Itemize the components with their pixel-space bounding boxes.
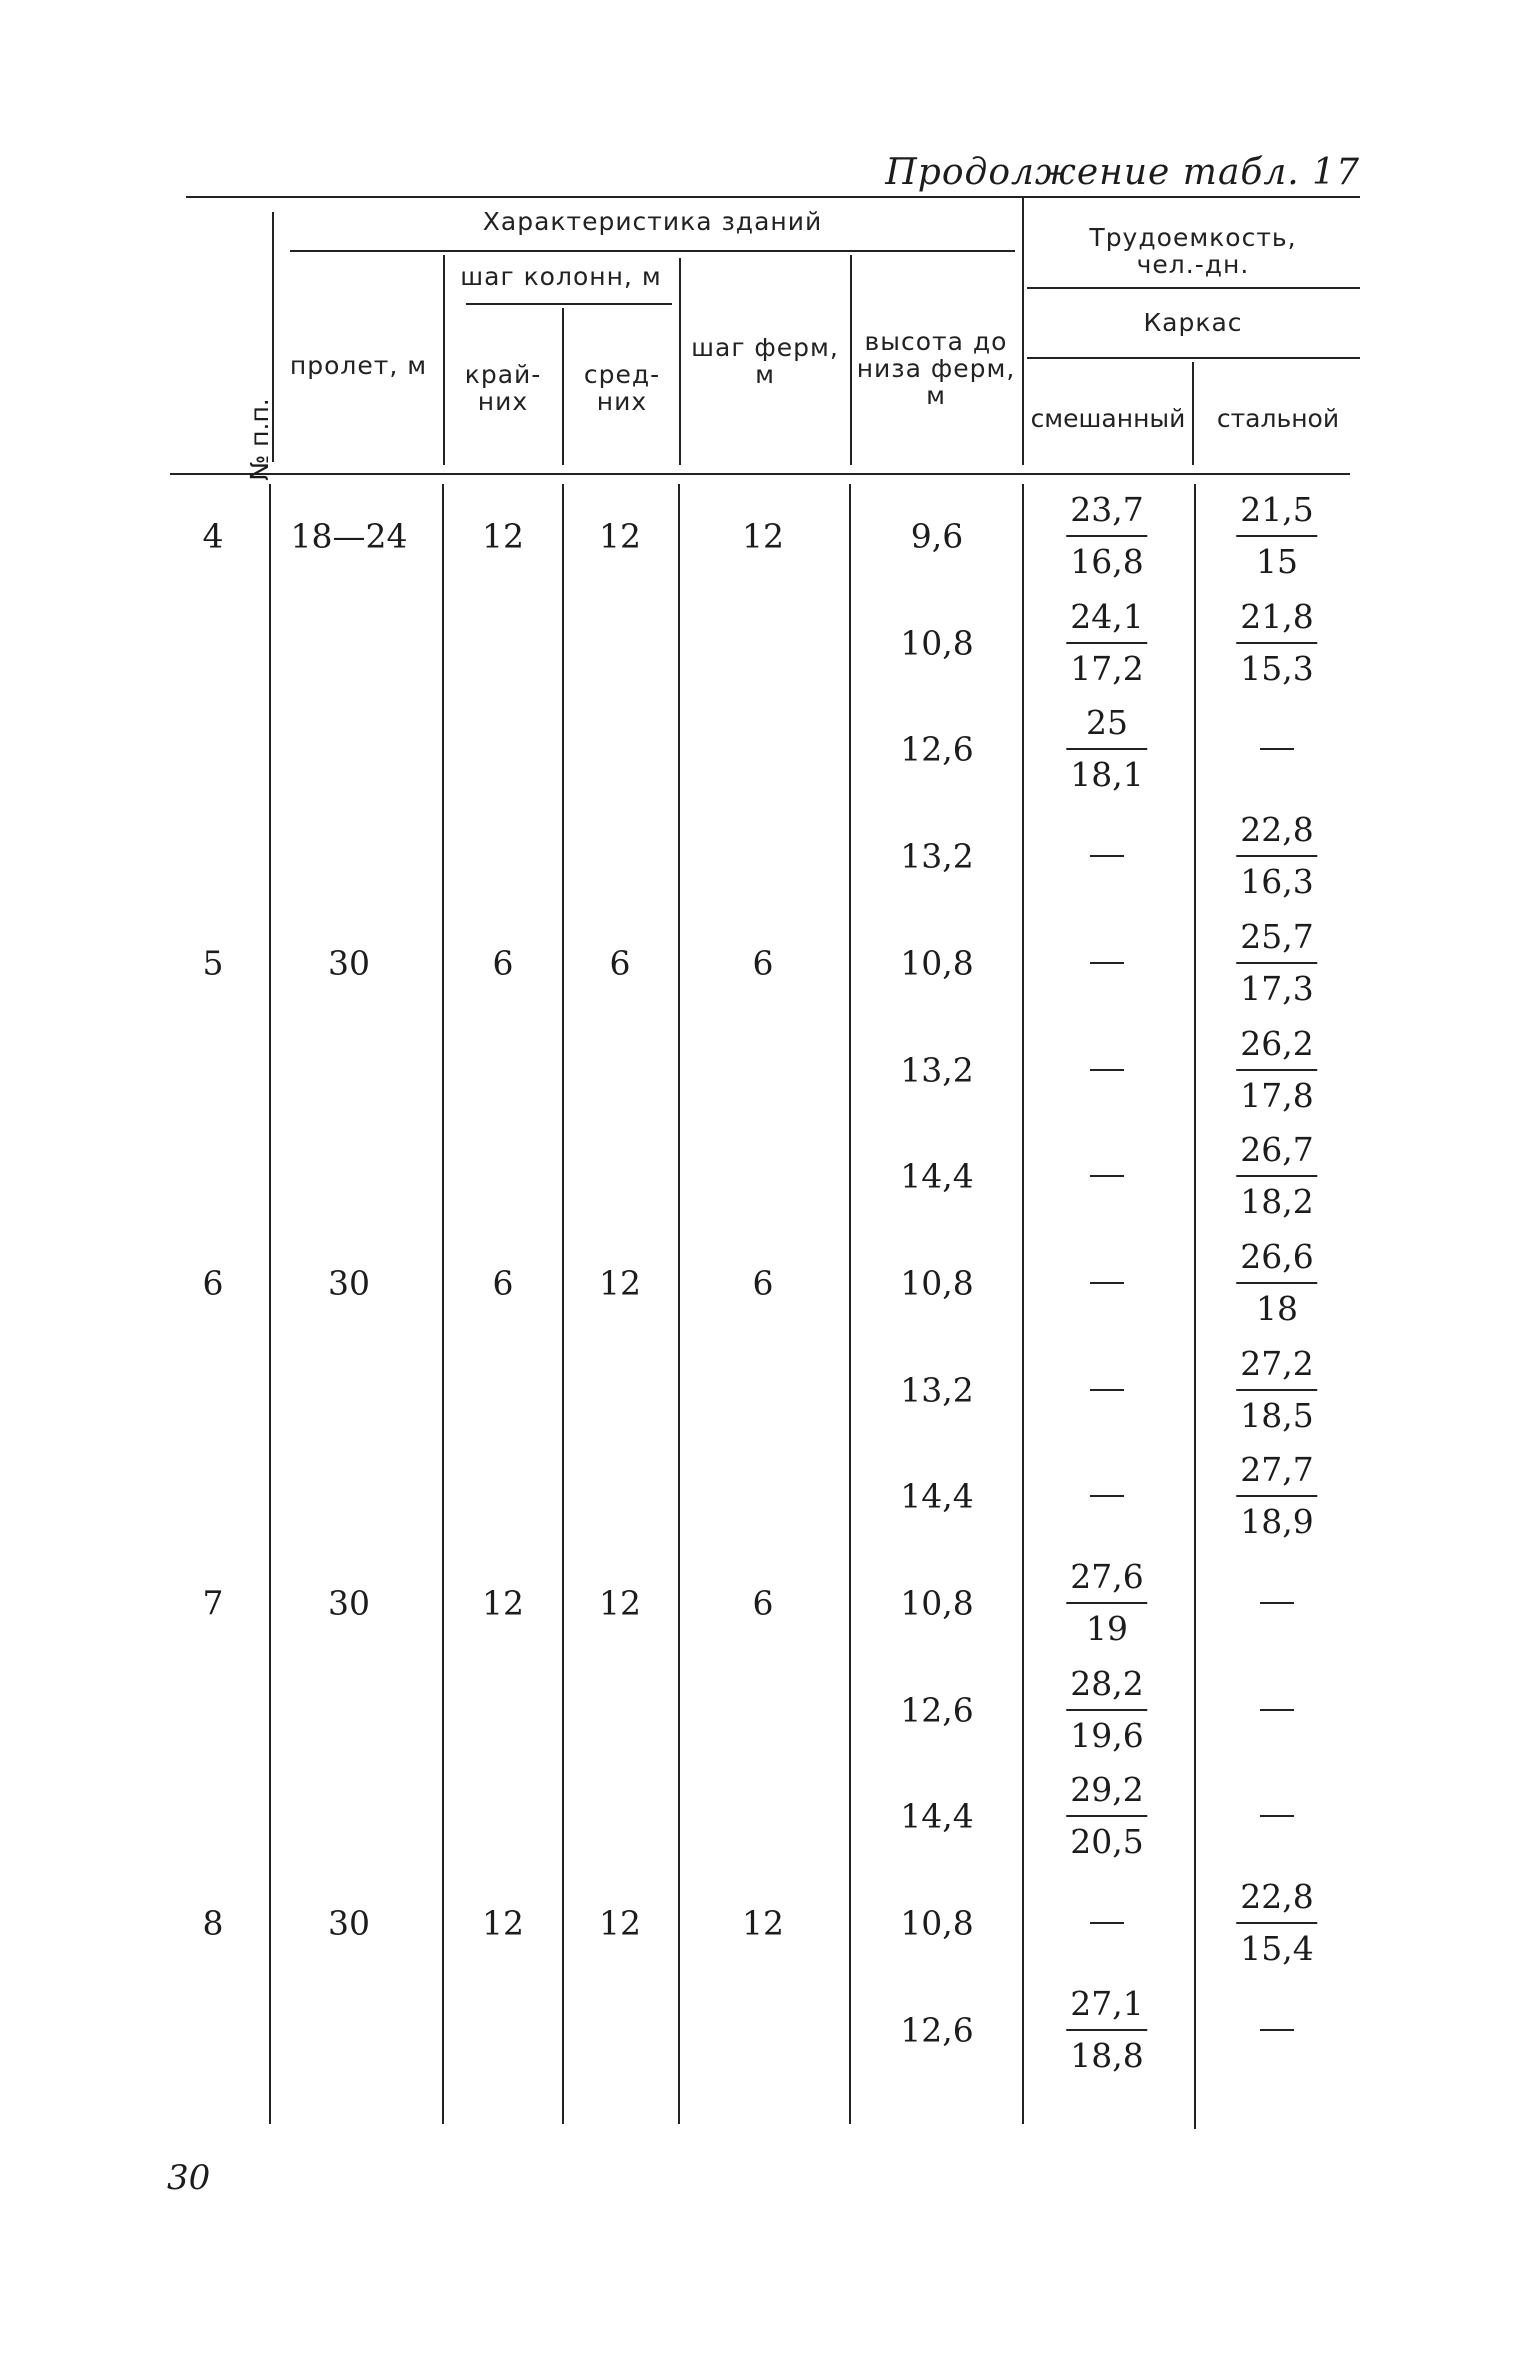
cell-mixed-fraction [1066, 592, 1147, 694]
labor-underline [1027, 287, 1360, 289]
header-middle: сред- них [583, 360, 661, 416]
column-divider [679, 258, 681, 465]
fraction-denominator: 18,8 [1070, 2035, 1144, 2075]
fraction-denominator: 18 [1255, 1288, 1298, 1328]
header-span: пролет, м [289, 351, 428, 380]
cell-mixed-empty-dash [1090, 1922, 1124, 1924]
cell-no: 5 [202, 943, 224, 983]
fraction-numerator: 28,2 [1066, 1659, 1147, 1711]
cell-outer: 12 [482, 1583, 524, 1623]
cell-middle: 12 [599, 516, 641, 556]
frame-underline [1027, 357, 1360, 359]
cell-height: 13,2 [900, 1050, 974, 1089]
fraction-numerator: 22,8 [1236, 805, 1317, 857]
fraction-numerator: 26,6 [1236, 1232, 1317, 1284]
cell-span: 30 [328, 1263, 370, 1303]
cell-mixed-empty-dash [1090, 1069, 1124, 1071]
cell-truss: 6 [752, 1583, 774, 1623]
cell-no: 7 [202, 1583, 224, 1623]
fraction-denominator: 18,9 [1240, 1502, 1314, 1542]
fraction-numerator: 27,2 [1236, 1339, 1317, 1391]
column-divider [849, 484, 851, 2124]
characteristics-underline [290, 250, 1015, 252]
cell-outer: 12 [482, 516, 524, 556]
fraction-denominator: 15,4 [1240, 1929, 1314, 1969]
cell-span: 30 [328, 1583, 370, 1623]
fraction-numerator: 27,1 [1066, 1979, 1147, 2031]
fraction-denominator: 19,6 [1070, 1715, 1144, 1755]
header-bottom-rule [170, 473, 1350, 475]
cell-height: 10,8 [900, 1263, 974, 1303]
column-divider [269, 484, 271, 2124]
cell-truss: 12 [742, 516, 784, 556]
cell-outer: 6 [492, 1263, 514, 1303]
column-divider [1022, 198, 1024, 465]
header-column-step: шаг колонн, м [460, 262, 662, 291]
cell-steel-empty-dash [1260, 1815, 1294, 1817]
header-frame: Каркас [1143, 308, 1243, 337]
cell-mixed-empty-dash [1090, 855, 1124, 857]
cell-truss: 6 [752, 1263, 774, 1303]
header-outer: край- них [464, 360, 542, 416]
table-caption: Продолжение табл. 17 [885, 152, 1360, 193]
cell-mixed-fraction [1066, 1979, 1147, 2081]
fraction-denominator: 19 [1085, 1609, 1128, 1648]
cell-middle: 6 [609, 943, 631, 983]
fraction-numerator: 21,5 [1236, 485, 1317, 537]
fraction-numerator: 25 [1066, 698, 1147, 750]
cell-steel-fraction [1236, 1019, 1317, 1121]
cell-steel-fraction [1236, 592, 1317, 694]
cell-height: 10,8 [900, 943, 974, 983]
cell-height: 10,8 [900, 1583, 974, 1623]
fraction-denominator: 18,5 [1240, 1395, 1314, 1435]
fraction-numerator: 22,8 [1236, 1872, 1317, 1924]
cell-steel-fraction [1236, 1232, 1317, 1334]
header-truss-step: шаг ферм, м [691, 333, 839, 389]
cell-steel-empty-dash [1260, 1602, 1294, 1604]
cell-mixed-empty-dash [1090, 1495, 1124, 1497]
cell-truss: 12 [742, 1903, 784, 1943]
cell-no: 8 [202, 1903, 224, 1943]
fraction-denominator: 18,2 [1240, 1182, 1314, 1222]
cell-steel-fraction [1236, 485, 1317, 587]
cell-mixed-fraction [1066, 1552, 1147, 1654]
column-step-underline [466, 303, 672, 305]
fraction-denominator: 20,5 [1070, 1822, 1144, 1862]
cell-no: 4 [202, 516, 224, 556]
fraction-denominator: 18,1 [1070, 755, 1144, 795]
table-top-rule [186, 196, 1360, 198]
fraction-numerator: 29,2 [1066, 1765, 1147, 1817]
column-divider [562, 484, 564, 2124]
header-number: № п.п. [244, 398, 274, 481]
cell-span: 30 [328, 943, 370, 983]
fraction-denominator: 16,8 [1070, 542, 1144, 581]
cell-middle: 12 [599, 1903, 641, 1943]
cell-height: 9,6 [910, 516, 964, 556]
fraction-denominator: 17,8 [1240, 1075, 1314, 1115]
fraction-numerator: 21,8 [1236, 592, 1317, 644]
fraction-numerator: 27,6 [1066, 1552, 1147, 1604]
cell-height: 13,2 [900, 1370, 974, 1410]
cell-mixed-fraction [1066, 485, 1147, 587]
fraction-denominator: 15 [1255, 542, 1298, 581]
cell-mixed-empty-dash [1090, 1389, 1124, 1391]
header-mixed: смешанный [1030, 404, 1186, 433]
fraction-numerator: 25,7 [1236, 912, 1317, 964]
cell-no: 6 [202, 1263, 224, 1303]
column-divider [443, 255, 445, 465]
page-number: 30 [167, 2158, 211, 2198]
cell-steel-fraction [1236, 1445, 1317, 1547]
cell-height: 14,4 [900, 1476, 974, 1516]
cell-mixed-empty-dash [1090, 962, 1124, 964]
column-divider [1022, 484, 1024, 2124]
header-steel: стальной [1216, 404, 1340, 433]
header-height: высота до низа ферм, м [856, 327, 1016, 410]
cell-height: 14,4 [900, 1156, 974, 1196]
cell-steel-fraction [1236, 1339, 1317, 1441]
cell-mixed-empty-dash [1090, 1175, 1124, 1177]
cell-height: 12,6 [900, 1690, 974, 1730]
cell-height: 12,6 [900, 2010, 974, 2050]
fraction-numerator: 26,7 [1236, 1125, 1317, 1177]
cell-height: 14,4 [900, 1796, 974, 1836]
cell-truss: 6 [752, 943, 774, 983]
cell-mixed-empty-dash [1090, 1282, 1124, 1284]
cell-steel-fraction [1236, 1872, 1317, 1974]
cell-mixed-fraction [1066, 1659, 1147, 1761]
column-divider [678, 484, 680, 2124]
cell-steel-empty-dash [1260, 2029, 1294, 2031]
cell-steel-fraction [1236, 805, 1317, 907]
fraction-denominator: 17,3 [1240, 968, 1314, 1008]
fraction-numerator: 23,7 [1066, 485, 1147, 537]
fraction-numerator: 26,2 [1236, 1019, 1317, 1071]
fraction-numerator: 24,1 [1066, 592, 1147, 644]
cell-steel-fraction [1236, 1125, 1317, 1227]
fraction-denominator: 15,3 [1240, 648, 1314, 688]
cell-steel-fraction [1236, 912, 1317, 1014]
cell-outer: 6 [492, 943, 514, 983]
cell-span: 30 [328, 1903, 370, 1943]
cell-height: 10,8 [900, 623, 974, 663]
fraction-numerator: 27,7 [1236, 1445, 1317, 1497]
cell-steel-empty-dash [1260, 748, 1294, 750]
fraction-denominator: 17,2 [1070, 648, 1144, 688]
cell-middle: 12 [599, 1263, 641, 1303]
cell-height: 13,2 [900, 836, 974, 876]
cell-outer: 12 [482, 1903, 524, 1943]
cell-height: 12,6 [900, 729, 974, 769]
column-divider [442, 484, 444, 2124]
cell-mixed-fraction [1066, 698, 1147, 800]
column-divider [1194, 484, 1196, 2129]
cell-mixed-fraction [1066, 1765, 1147, 1867]
cell-steel-empty-dash [1260, 1709, 1294, 1711]
column-divider [562, 308, 564, 465]
cell-height: 10,8 [900, 1903, 974, 1943]
header-characteristics: Характеристика зданий [482, 207, 823, 236]
column-divider [1192, 362, 1194, 465]
cell-span: 18—24 [290, 516, 408, 556]
cell-middle: 12 [599, 1583, 641, 1623]
fraction-denominator: 16,3 [1240, 862, 1314, 902]
header-labor: Трудоемкость, чел.-дн. [1089, 223, 1297, 279]
